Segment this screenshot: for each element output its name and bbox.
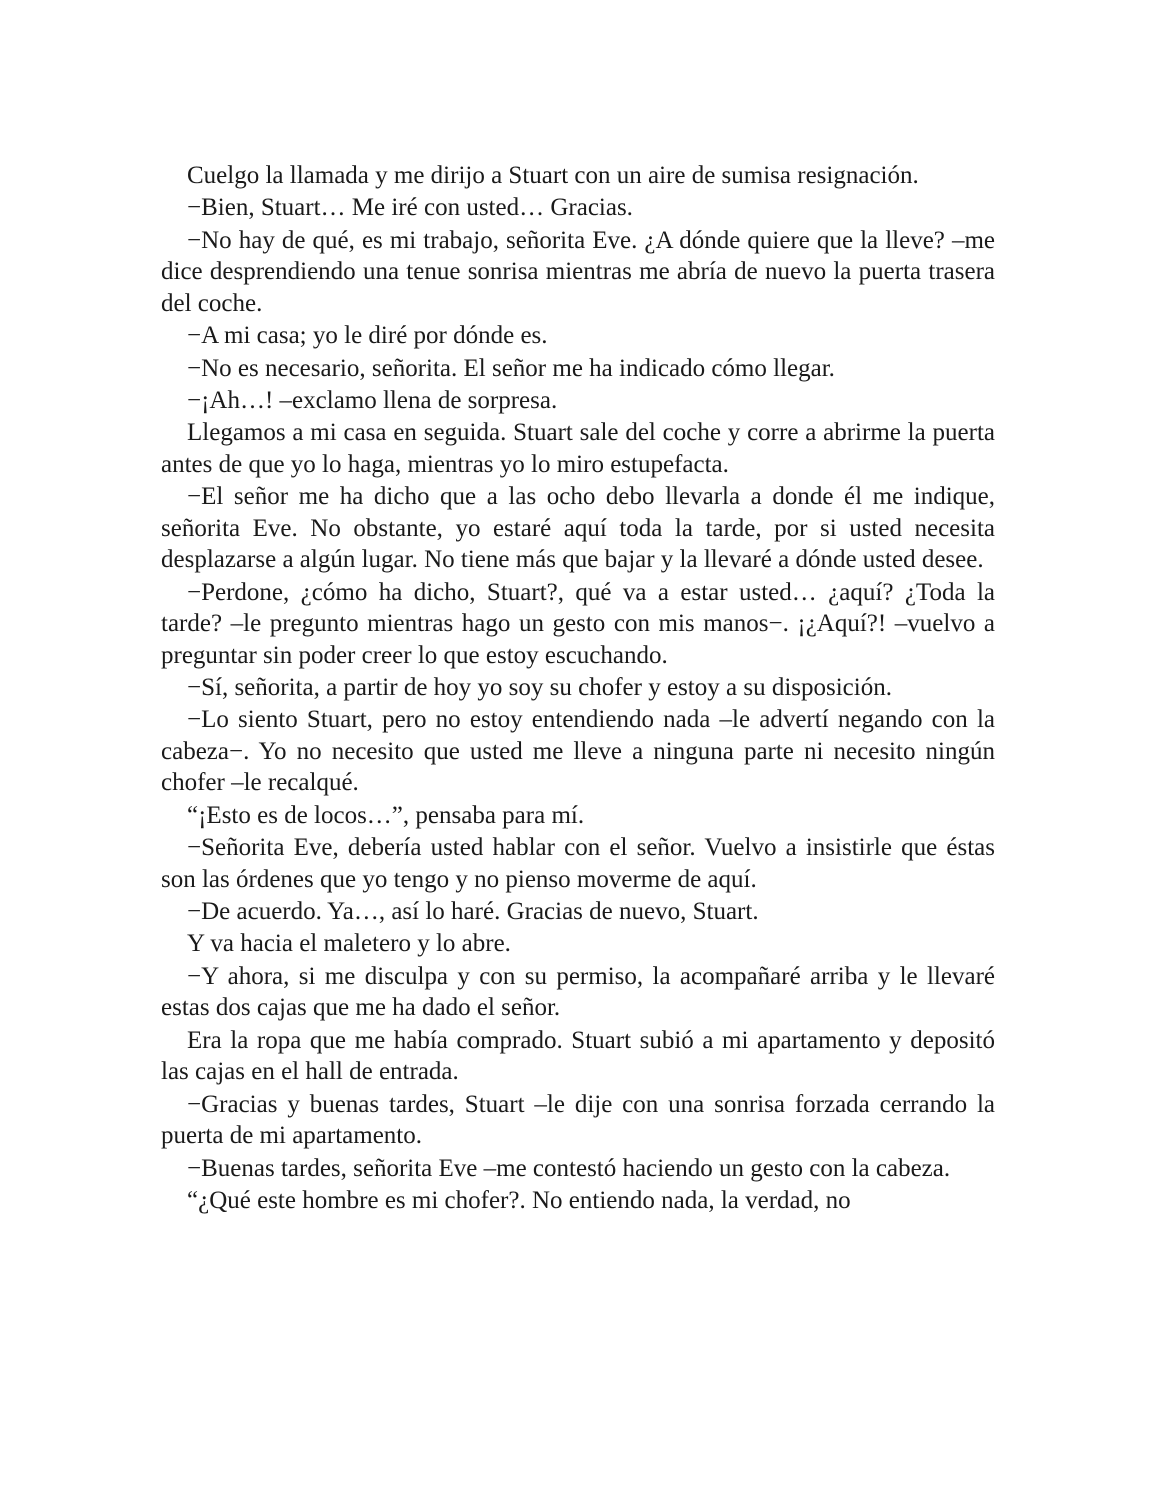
paragraph: −El señor me ha dicho que a las ocho debo llevarla a donde él me indique, señorita Eve. No obstante, yo estaré aquí toda la tarde, por si usted necesita desplazarse a algún lugar. No tiene más que bajar y la llevaré a dónde usted desee. bbox=[161, 483, 995, 574]
paragraph: −Bien, Stuart… Me iré con usted… Gracias. bbox=[187, 194, 633, 222]
paragraph: −Lo siento Stuart, pero no estoy entendiendo nada –le advertí negando con la cabeza−. Yo no necesito que usted me lleve a ninguna parte ni necesito ningún chofer –le recalqué. bbox=[161, 706, 995, 797]
paragraph: −De acuerdo. Ya…, así lo haré. Gracias de nuevo, Stuart. bbox=[187, 898, 759, 926]
paragraph: −Perdone, ¿cómo ha dicho, Stuart?, qué va a estar usted… ¿aquí? ¿Toda la tarde? –le pregunto mientras hago un gesto con mis manos−. ¡¿Aquí?! –vuelvo a preguntar sin poder creer lo que estoy escuchando. bbox=[161, 578, 995, 669]
paragraph: “¡Esto es de locos…”, pensaba para mí. bbox=[187, 801, 585, 829]
paragraph: −¡Ah…! –exclamo llena de sorpresa. bbox=[187, 386, 558, 414]
document-page bbox=[161, 160, 995, 1217]
paragraph: −Y ahora, si me disculpa y con su permiso, la acompañaré arriba y le llevaré estas dos cajas que me ha dado el señor. bbox=[161, 962, 995, 1022]
paragraph: −Señorita Eve, debería usted hablar con el señor. Vuelvo a insistirle que éstas son las órdenes que yo tengo y no pienso moverme de aquí. bbox=[161, 834, 995, 893]
paragraph: −Sí, señorita, a partir de hoy yo soy su chofer y estoy a su disposición. bbox=[187, 674, 892, 702]
paragraph: −No hay de qué, es mi trabajo, señorita Eve. ¿A dónde quiere que la lleve? –me dice desprendiendo una tenue sonrisa mientras me abría de nuevo la puerta trasera del coche. bbox=[161, 226, 995, 317]
paragraph: −No es necesario, señorita. El señor me ha indicado cómo llegar. bbox=[187, 354, 835, 382]
paragraph: Y va hacia el maletero y lo abre. bbox=[187, 930, 511, 958]
paragraph: “¿Qué este hombre es mi chofer?. No entiendo nada, la verdad, no bbox=[187, 1186, 851, 1214]
paragraph: −Gracias y buenas tardes, Stuart –le dije con una sonrisa forzada cerrando la puerta de mi apartamento. bbox=[161, 1090, 995, 1150]
paragraph: −A mi casa; yo le diré por dónde es. bbox=[187, 322, 548, 350]
paragraph: Era la ropa que me había comprado. Stuart subió a mi apartamento y depositó las cajas en el hall de entrada. bbox=[161, 1026, 995, 1086]
paragraph: Llegamos a mi casa en seguida. Stuart sale del coche y corre a abrirme la puerta antes de que yo lo haga, mientras yo lo miro estupefacta. bbox=[161, 419, 995, 478]
paragraph: Cuelgo la llamada y me dirijo a Stuart con un aire de sumisa resignación. bbox=[187, 162, 919, 189]
paragraph: −Buenas tardes, señorita Eve –me contestó haciendo un gesto con la cabeza. bbox=[187, 1154, 951, 1182]
